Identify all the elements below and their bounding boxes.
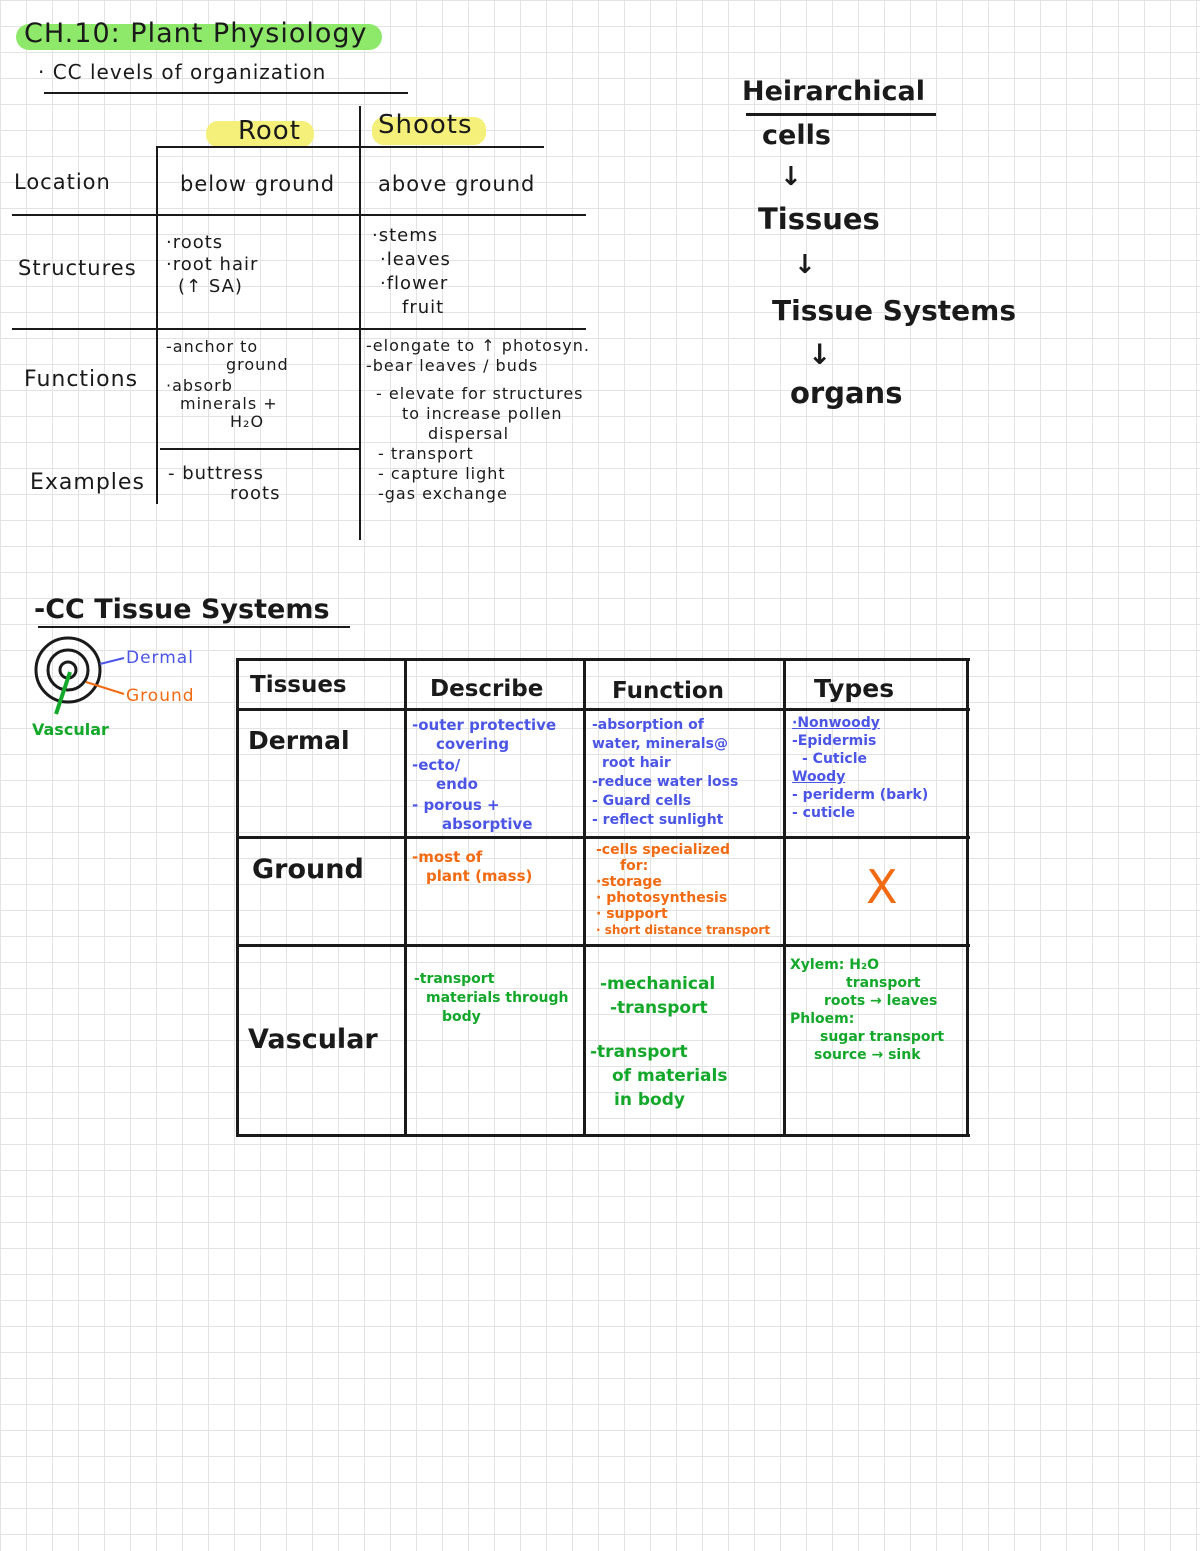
text-line: source → sink — [814, 1047, 921, 1063]
dermal-function — [592, 716, 782, 830]
hierarchy-tissue-systems: Tissue Systems — [772, 294, 1017, 327]
location-shoots: above ground — [378, 172, 536, 196]
text-line: -reduce water loss — [592, 774, 739, 790]
hierarchy-underline — [746, 113, 936, 116]
text-line: absorptive — [442, 815, 533, 833]
header-shoots: Shoots — [378, 110, 473, 140]
text-line: ·absorb — [166, 376, 233, 395]
text-line: roots → leaves — [824, 993, 938, 1009]
row-label-location: Location — [14, 170, 111, 194]
text-line: - reflect sunlight — [592, 812, 724, 828]
org-table-rule — [12, 328, 586, 330]
arrow-down-icon: ↓ — [808, 338, 832, 371]
functions-shoots — [366, 336, 590, 504]
arrow-down-icon: ↓ — [794, 250, 816, 280]
vascular-pointer — [56, 672, 70, 714]
functions-root — [166, 338, 289, 431]
org-table-rule — [160, 448, 360, 450]
tissue-row-ground: Ground — [252, 854, 364, 885]
text-line: Xylem: H₂O — [790, 957, 880, 973]
diagram-outer-circle — [36, 638, 100, 702]
text-line: · support — [596, 906, 668, 922]
org-table-rule — [156, 146, 544, 148]
text-line: · short distance transport — [596, 923, 771, 937]
tissue-row-vascular: Vascular — [248, 1024, 378, 1055]
org-table-rule — [12, 214, 586, 216]
text-line: - transport — [378, 444, 474, 463]
tissue-table-rule — [404, 658, 407, 1137]
text-line: -Epidermis — [792, 733, 877, 749]
text-line: endo — [436, 775, 478, 793]
heading-underline — [38, 626, 350, 628]
hierarchy-title: Heirarchical — [742, 76, 925, 107]
text-line: -elongate to ↑ photosyn. — [366, 336, 590, 355]
tissue-table-rule — [236, 708, 970, 711]
text-line: - periderm (bark) — [792, 787, 929, 803]
vascular-function — [590, 972, 780, 1112]
text-line: ·Nonwoody — [792, 715, 880, 731]
ground-describe — [412, 848, 582, 886]
ground-function — [596, 842, 786, 938]
text-line: materials through — [426, 990, 569, 1006]
tissue-table-rule — [236, 836, 970, 839]
vascular-describe — [414, 970, 584, 1027]
tissue-table-rule — [236, 1134, 970, 1137]
text-line: covering — [436, 735, 510, 753]
text-line: of materials — [612, 1066, 728, 1086]
no-types-x-icon: X — [866, 860, 898, 914]
text-line: ·storage — [596, 874, 662, 890]
dermal-pointer — [100, 658, 124, 664]
text-line: -ecto/ — [412, 756, 461, 774]
diagram-label-vascular: Vascular — [32, 720, 109, 739]
dermal-types — [792, 714, 967, 822]
text-line: - elevate for structures — [376, 384, 584, 403]
diagram-label-dermal: Dermal — [126, 648, 194, 668]
text-line: · photosynthesis — [596, 890, 728, 906]
text-line: Phloem: — [790, 1011, 855, 1027]
structures-root — [166, 232, 258, 298]
text-line: ·root hair — [166, 254, 259, 275]
row-label-functions: Functions — [24, 367, 139, 392]
text-line: -gas exchange — [378, 484, 508, 503]
subtitle: · CC levels of organization — [38, 60, 327, 84]
tissue-table-rule — [236, 944, 970, 947]
tissue-table-rule — [236, 658, 239, 1137]
text-line: -most of — [412, 848, 483, 866]
text-line: roots — [230, 483, 281, 504]
text-line: sugar transport — [820, 1029, 945, 1045]
text-line: (↑ SA) — [178, 276, 243, 297]
text-line: in body — [614, 1090, 685, 1110]
text-line: to increase pollen — [402, 404, 563, 423]
text-line: -transport — [610, 998, 708, 1018]
hierarchy-organs: organs — [790, 376, 903, 410]
subtitle-underline — [44, 92, 408, 94]
text-line: -mechanical — [600, 974, 716, 994]
text-line: -transport — [414, 971, 495, 987]
org-table-rule — [156, 146, 158, 504]
arrow-down-icon: ↓ — [780, 162, 802, 192]
text-line: root hair — [602, 755, 671, 771]
tissue-row-dermal: Dermal — [248, 726, 350, 755]
text-line: plant (mass) — [426, 867, 533, 885]
text-line: -absorption of — [592, 717, 704, 733]
tissue-header-function: Function — [612, 678, 725, 704]
text-line: - cuticle — [792, 805, 856, 821]
org-table-rule — [359, 106, 361, 540]
text-line: ·leaves — [380, 249, 451, 270]
text-line: -cells specialized — [596, 842, 731, 858]
examples-root — [168, 464, 280, 504]
text-line: water, minerals@ — [592, 736, 728, 752]
text-line: - buttress — [168, 463, 265, 484]
text-line: -anchor to — [166, 337, 259, 356]
diagram-label-ground: Ground — [126, 686, 195, 706]
text-line: transport — [846, 975, 921, 991]
text-line: - Guard cells — [592, 793, 692, 809]
row-label-structures: Structures — [18, 256, 137, 280]
structures-shoots — [372, 224, 451, 320]
tissue-table-rule — [236, 658, 970, 661]
text-line: ·stems — [372, 225, 439, 246]
text-line: - porous + — [412, 796, 500, 814]
text-line: -outer protective — [412, 716, 557, 734]
text-line: -bear leaves / buds — [366, 356, 539, 375]
text-line: dispersal — [428, 424, 510, 443]
tissue-table-rule — [583, 658, 586, 1137]
text-line: minerals + — [180, 394, 278, 413]
hierarchy-tissues: Tissues — [758, 202, 880, 236]
text-line: ·roots — [166, 232, 224, 253]
tissue-header-tissues: Tissues — [250, 672, 347, 698]
tissue-systems-heading: -CC Tissue Systems — [34, 594, 330, 625]
row-label-examples: Examples — [30, 470, 145, 495]
text-line: Woody — [792, 769, 846, 785]
text-line: H₂O — [230, 412, 265, 431]
text-line: -transport — [590, 1042, 688, 1062]
hierarchy-cells: cells — [762, 120, 831, 151]
text-line: - capture light — [378, 464, 506, 483]
vascular-types — [790, 956, 968, 1064]
tissue-header-types: Types — [814, 674, 895, 703]
location-root: below ground — [180, 172, 336, 196]
text-line: - Cuticle — [802, 751, 868, 767]
header-root: Root — [238, 116, 301, 146]
text-line: body — [442, 1009, 481, 1025]
text-line: for: — [620, 858, 649, 874]
text-line: fruit — [402, 297, 445, 318]
tissue-header-describe: Describe — [430, 676, 544, 702]
page-title: CH.10: Plant Physiology — [24, 18, 368, 49]
text-line: ·flower — [380, 273, 449, 294]
text-line: ground — [226, 355, 289, 374]
dermal-describe — [412, 716, 582, 834]
